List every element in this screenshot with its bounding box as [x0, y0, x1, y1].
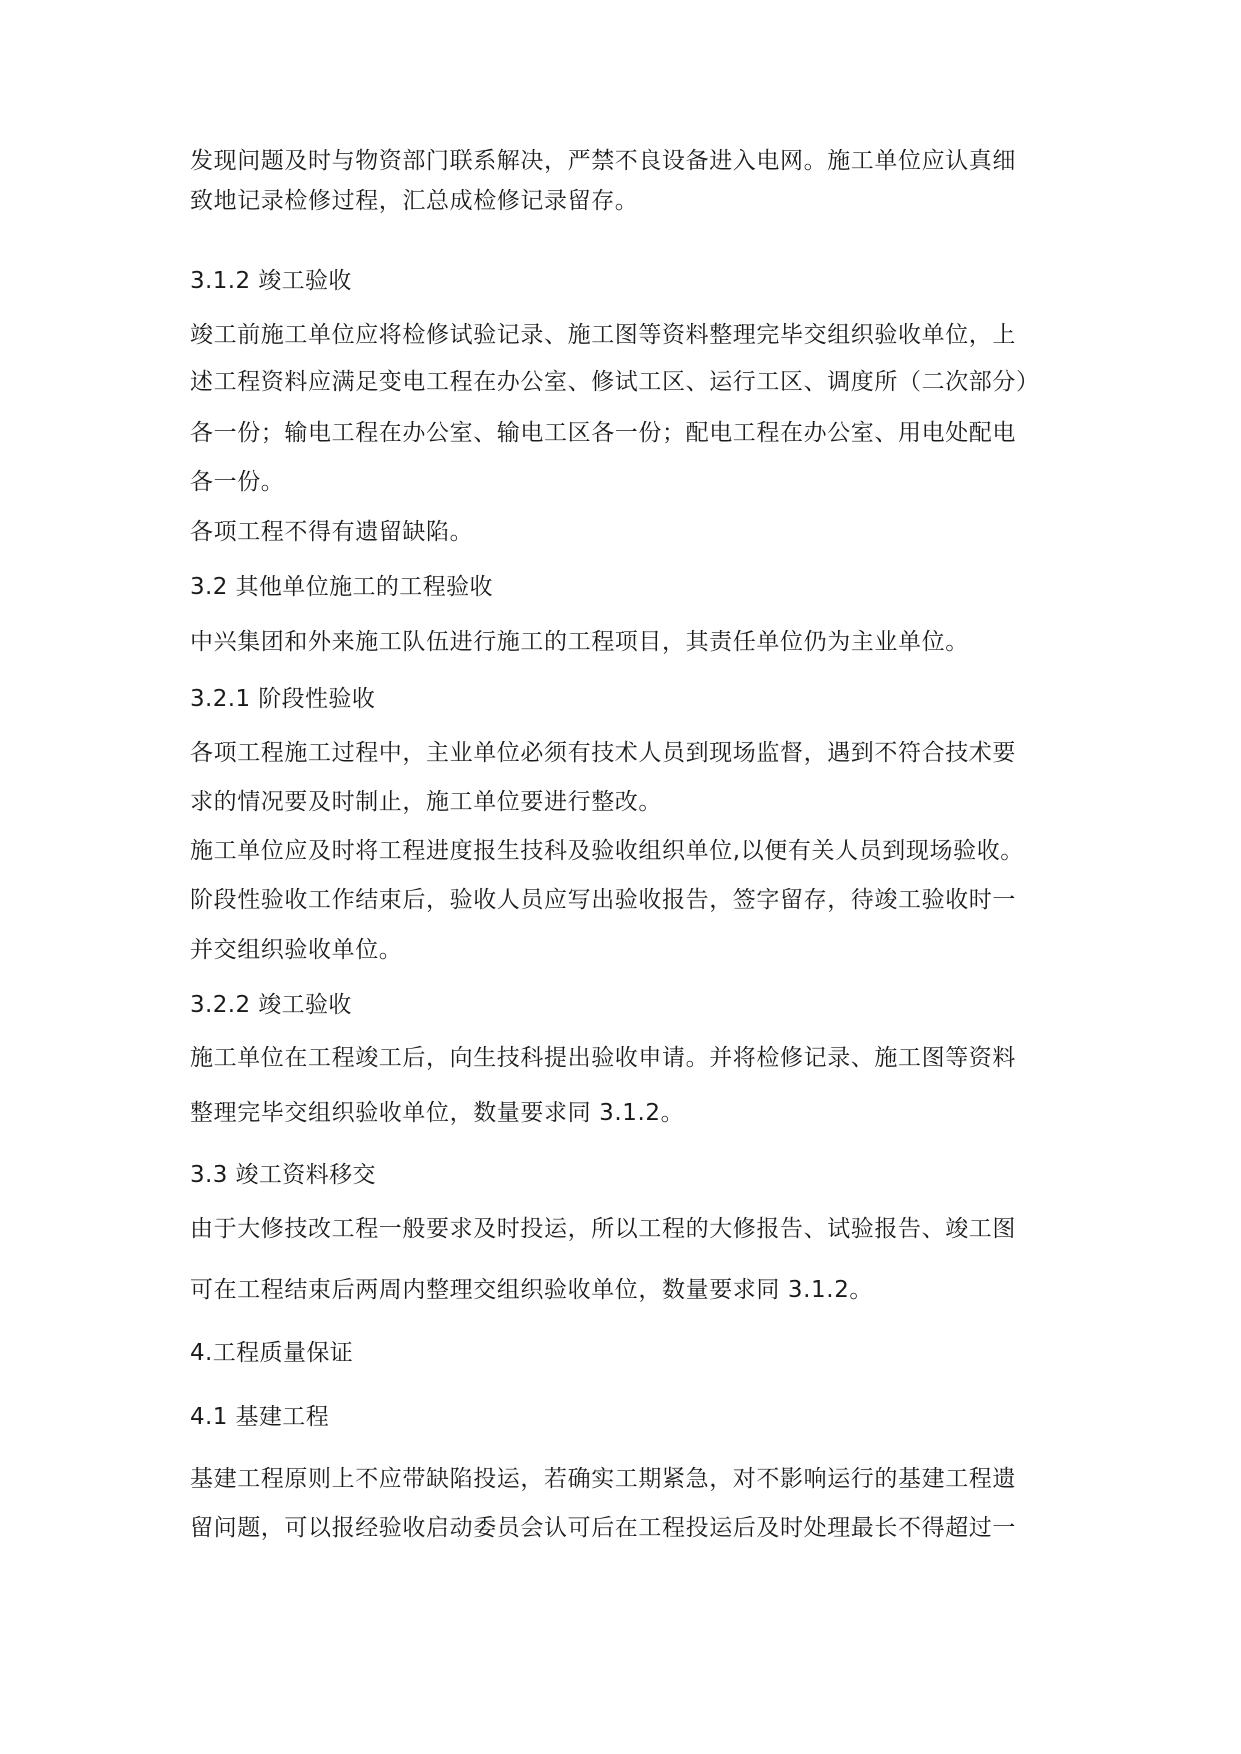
paragraph-line: 可在工程结束后两周内整理交组织验收单位，数量要求同 3.1.2。: [190, 1277, 874, 1303]
paragraph-line: 整理完毕交组织验收单位，数量要求同 3.1.2。: [190, 1100, 685, 1126]
paragraph-line: 竣工前施工单位应将检修试验记录、施工图等资料整理完毕交组织验收单位，上: [190, 322, 1016, 348]
paragraph-line: 各项工程施工过程中，主业单位必须有技术人员到现场监督，遇到不符合技术要: [190, 740, 1016, 766]
section-heading: 4.工程质量保证: [190, 1340, 354, 1366]
paragraph-line: 各一份。: [190, 469, 285, 495]
section-heading: 3.3 竣工资料移交: [190, 1162, 376, 1188]
paragraph-line: 基建工程原则上不应带缺陷投运，若确实工期紧急，对不影响运行的基建工程遗: [190, 1466, 1016, 1492]
paragraph-line: 阶段性验收工作结束后，验收人员应写出验收报告，签字留存，待竣工验收时一: [190, 887, 1016, 913]
section-heading: 3.1.2 竣工验收: [190, 268, 352, 294]
paragraph-line: 各一份；输电工程在办公室、输电工区各一份；配电工程在办公室、用电处配电: [190, 420, 1016, 446]
paragraph-line: 留问题，可以报经验收启动委员会认可后在工程投运后及时处理最长不得超过一: [190, 1515, 1016, 1541]
section-heading: 3.2.1 阶段性验收: [190, 686, 376, 712]
paragraph-line: 施工单位在工程竣工后，向生技科提出验收申请。并将检修记录、施工图等资料: [190, 1045, 1016, 1071]
section-heading: 3.2 其他单位施工的工程验收: [190, 574, 493, 600]
paragraph-line: 各项工程不得有遗留缺陷。: [190, 519, 474, 545]
paragraph-line: 施工单位应及时将工程进度报生技科及验收组织单位,以便有关人员到现场验收。: [190, 838, 1024, 864]
section-heading: 3.2.2 竣工验收: [190, 992, 352, 1018]
paragraph-line: 求的情况要及时制止，施工单位要进行整改。: [190, 789, 662, 815]
paragraph-line: 致地记录检修过程，汇总成检修记录留存。: [190, 188, 639, 214]
paragraph-line: 发现问题及时与物资部门联系解决，严禁不良设备进入电网。施工单位应认真细: [190, 148, 1016, 174]
paragraph-line: 中兴集团和外来施工队伍进行施工的工程项目，其责任单位仍为主业单位。: [190, 629, 969, 655]
paragraph-line: 述工程资料应满足变电工程在办公室、修试工区、运行工区、调度所（二次部分）: [190, 369, 1040, 395]
section-heading: 4.1 基建工程: [190, 1404, 330, 1430]
paragraph-line: 并交组织验收单位。: [190, 937, 403, 963]
paragraph-line: 由于大修技改工程一般要求及时投运，所以工程的大修报告、试验报告、竣工图: [190, 1216, 1016, 1242]
